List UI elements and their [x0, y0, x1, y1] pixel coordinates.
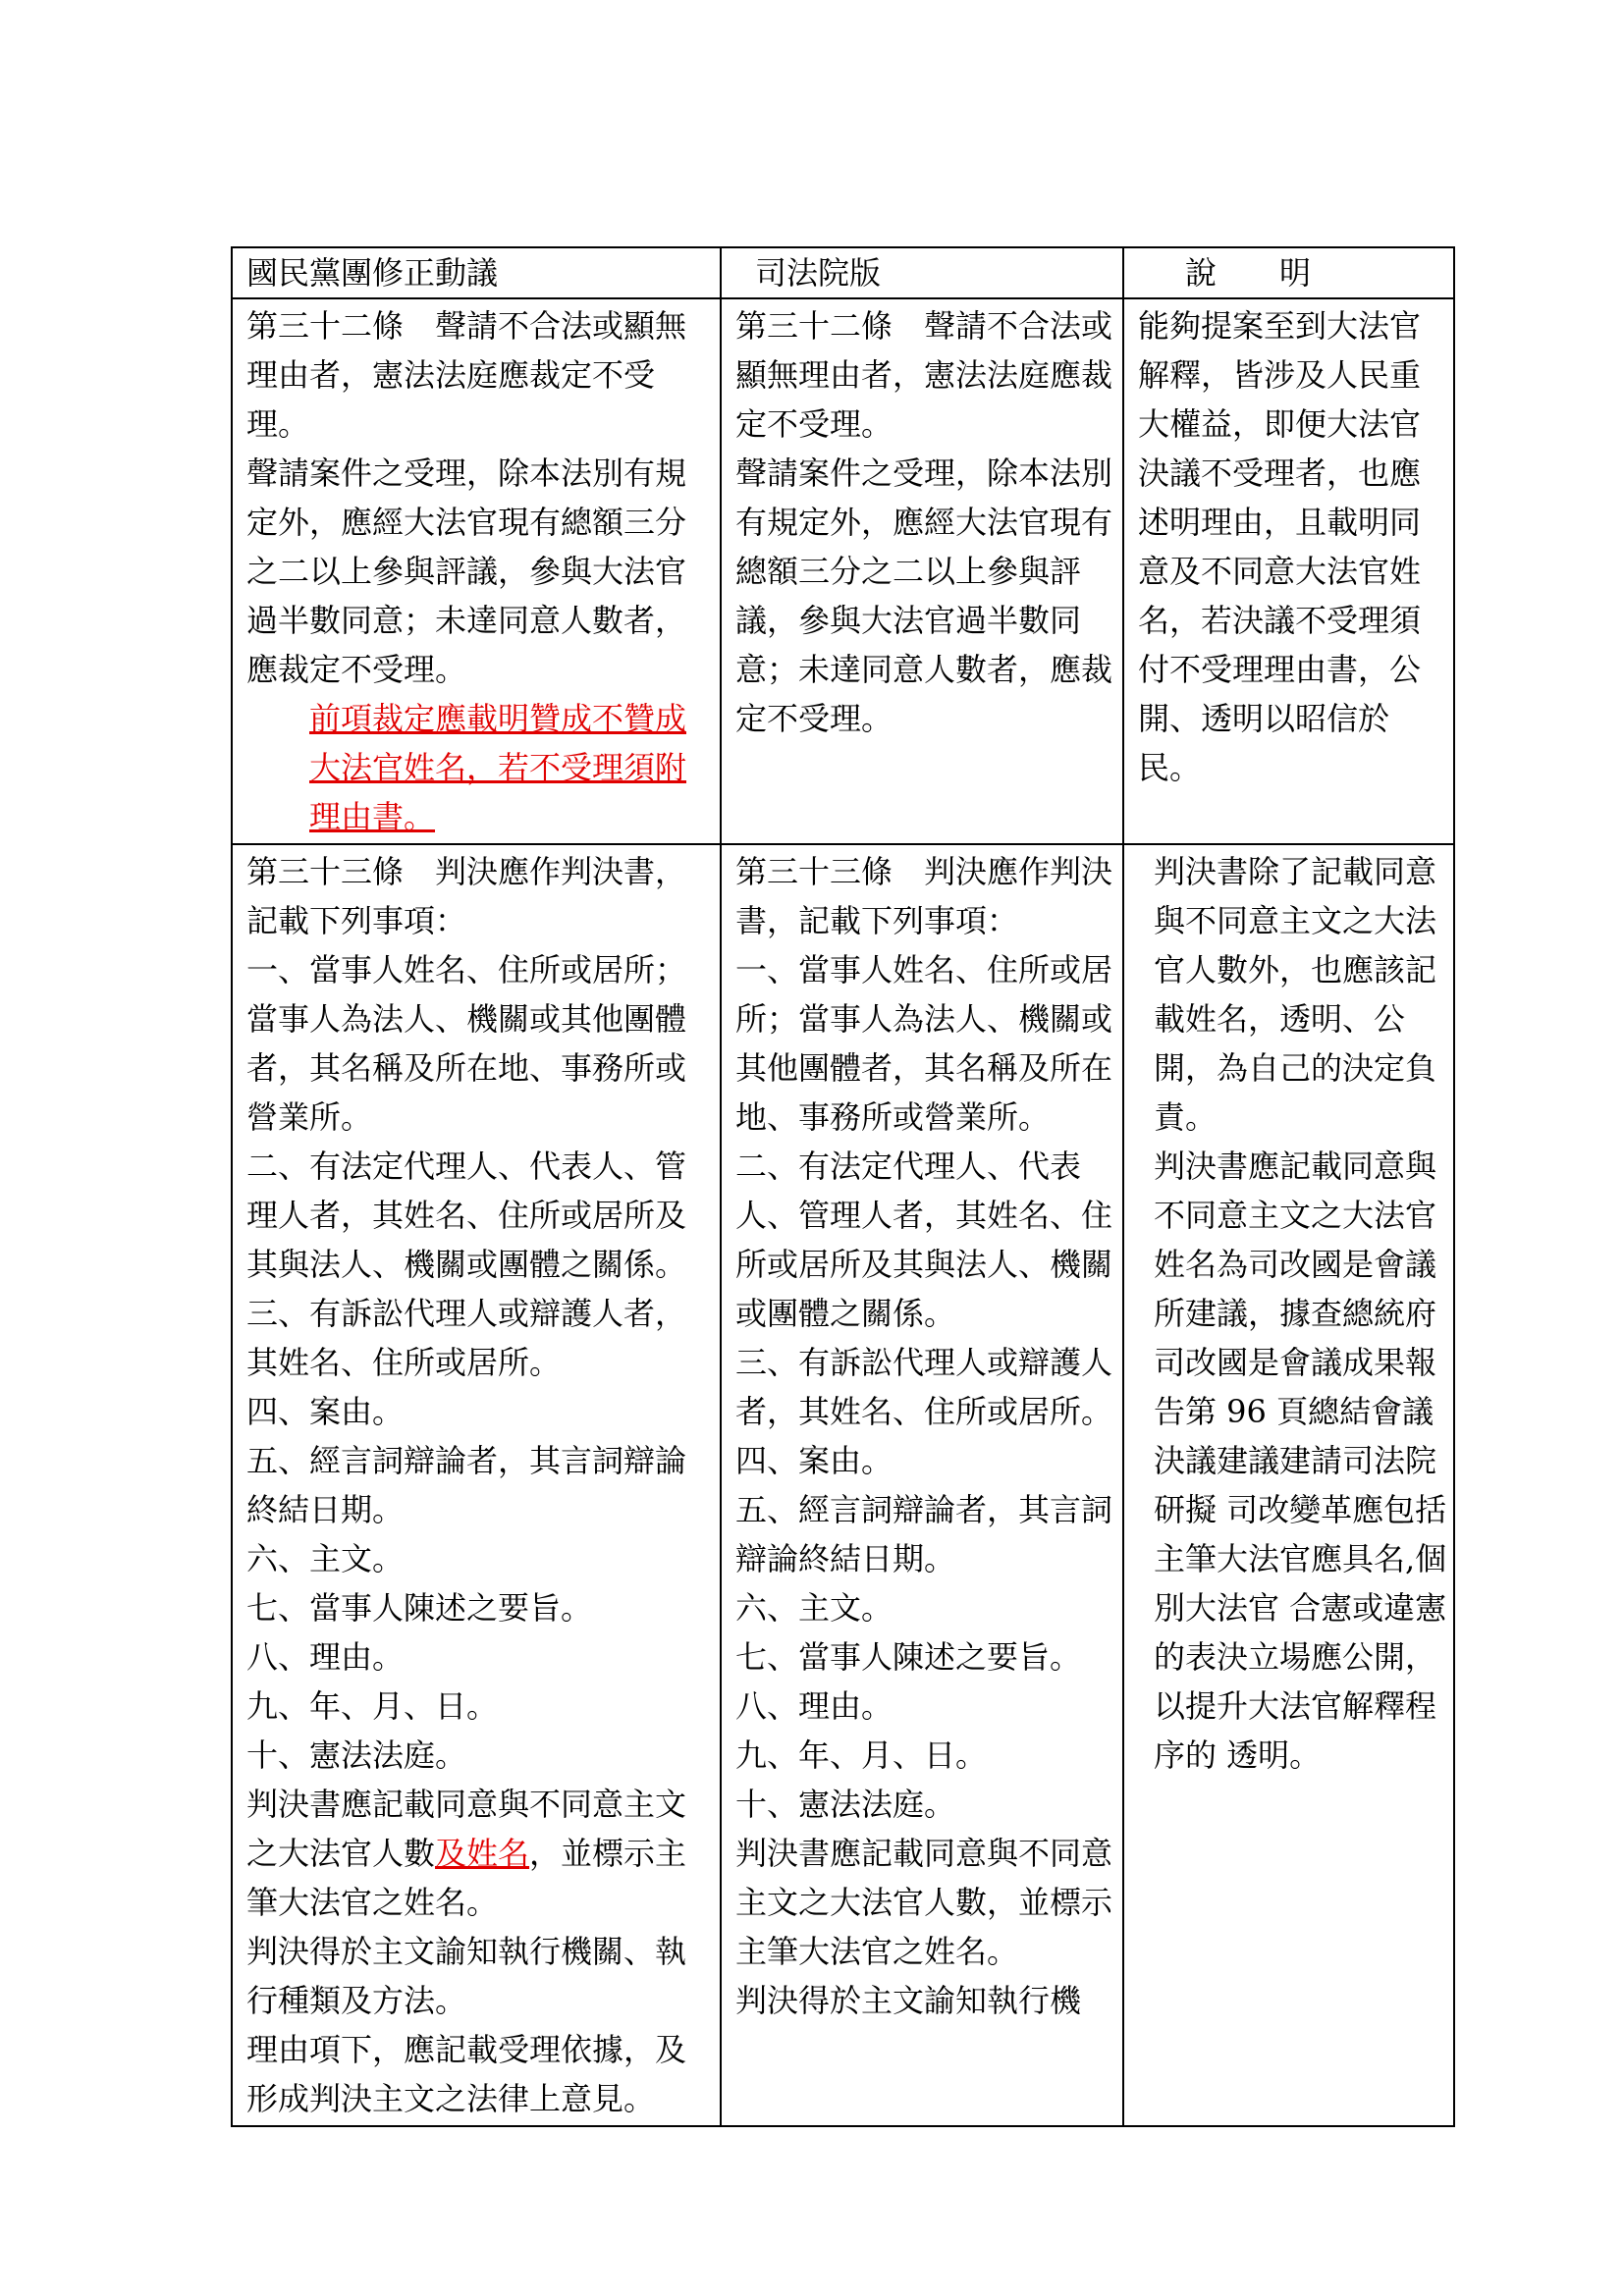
table-row-article-32 [232, 298, 1454, 844]
header-kmt: 國民黨團修正動議 [232, 247, 721, 298]
list-item: 八、理由。 [246, 1638, 405, 1676]
list-item: 七、當事人陳述之要旨。 [246, 1589, 593, 1627]
header-judicial: 司法院版 [721, 247, 1123, 298]
comparison-table [231, 246, 1455, 2127]
list-item: 一、當事人姓名、住所或居所；當事人為法人、機關或其他團體者，其名稱及所在地、事務所或營業所。 [735, 951, 1113, 1136]
article-paragraph [246, 1780, 714, 1927]
list-item: 九、年、月、日。 [735, 1736, 988, 1774]
list-item: 十、憲法法庭。 [735, 1786, 956, 1823]
list-item: 四、案由。 [246, 1393, 405, 1430]
list-item: 八、理由。 [735, 1687, 893, 1725]
cell-judicial-32 [721, 298, 1123, 844]
list-item: 六、主文。 [735, 1589, 893, 1627]
article-paragraph: 判決得於主文諭知執行機關、執行種類及方法。 [246, 1933, 687, 2019]
table-header-row [232, 247, 1454, 298]
list-item: 四、案由。 [735, 1442, 893, 1479]
header-note: 說 明 [1123, 247, 1454, 298]
amendment-text [246, 694, 714, 841]
list-item: 一、當事人姓名、住所或居所；當事人為法人、機關或其他團體者，其名稱及所在地、事務所或營業所。 [246, 951, 687, 1136]
article-paragraph: 理由項下，應記載受理依據，及形成判決主文之法律上意見。 [246, 2031, 687, 2117]
note-paragraph: 判決書應記載同意與不同意主文之大法官姓名為司改國是會議所建議，據查總統府司改國是會議成果報告第 96 頁總結會議決議建議建請司法院研擬 司改變革應包括主筆大法官應具名,個別大法官 合憲或違憲的表決立場應公開，以提升大法官解釋程序的 透明。 [1154, 1148, 1447, 1774]
cell-note-33 [1123, 844, 1454, 2126]
cell-kmt-33 [232, 844, 721, 2126]
article-title: 第三十二條 聲請不合法或顯無理由者，憲法法庭應裁定不受理。 [735, 307, 1113, 443]
list-item: 九、年、月、日。 [246, 1687, 499, 1725]
table-row-article-33 [232, 844, 1454, 2126]
amendment-span: 前項裁定應載明贊成不贊成大法官姓名，若不受理須附理由書。 [309, 700, 687, 835]
cell-note-32 [1123, 298, 1454, 844]
text-span: ，並標示主筆大法官之姓名。 [246, 1835, 687, 1921]
list-item: 二、有法定代理人、代表人、管理人者，其姓名、住所或居所及其與法人、機關或團體之關係。 [735, 1148, 1113, 1332]
list-item: 五、經言詞辯論者，其言詞辯論終結日期。 [246, 1442, 687, 1528]
list-item: 二、有法定代理人、代表人、管理人者，其姓名、住所或居所及其與法人、機關或團體之關係。 [246, 1148, 687, 1283]
article-paragraph: 聲請案件之受理，除本法別有規定外，應經大法官現有總額三分之二以上參與評議，參與大法官過半數同意；未達同意人數者，應裁定不受理。 [246, 454, 687, 688]
list-item: 七、當事人陳述之要旨。 [735, 1638, 1082, 1676]
note-paragraph: 能夠提案至到大法官解釋，皆涉及人民重大權益，即便大法官決議不受理者，也應述明理由，且載明同意及不同意大法官姓名，若決議不受理須付不受理理由書，公開、透明以昭信於民。 [1138, 307, 1422, 786]
cell-judicial-33 [721, 844, 1123, 2126]
comparison-table-page [231, 246, 1453, 2127]
article-title: 第三十二條 聲請不合法或顯無理由者，憲法法庭應裁定不受理。 [246, 307, 687, 443]
list-item: 五、經言詞辯論者，其言詞辯論終結日期。 [735, 1491, 1113, 1577]
article-title: 第三十三條 判決應作判決書，記載下列事項： [735, 853, 1113, 939]
cell-kmt-32 [232, 298, 721, 844]
text-span: 判決書應記載同意與不同意主文之大法官人數 [246, 1786, 687, 1872]
note-paragraph: 判決書除了記載同意與不同意主文之大法官人數外，也應該記載姓名，透明、公開，為自己的決定負責。 [1154, 853, 1437, 1136]
article-paragraph: 判決得於主文諭知執行機 [735, 1982, 1082, 2019]
list-item: 三、有訴訟代理人或辯護人者，其姓名、住所或居所。 [246, 1295, 687, 1381]
list-item: 六、主文。 [246, 1540, 405, 1577]
article-title: 第三十三條 判決應作判決書，記載下列事項： [246, 853, 687, 939]
amendment-span: 及姓名 [435, 1835, 530, 1872]
list-item: 十、憲法法庭。 [246, 1736, 467, 1774]
article-paragraph: 聲請案件之受理，除本法別有規定外，應經大法官現有總額三分之二以上參與評議，參與大法官過半數同意；未達同意人數者，應裁定不受理。 [735, 454, 1113, 737]
article-paragraph: 判決書應記載同意與不同意主文之大法官人數，並標示主筆大法官之姓名。 [735, 1835, 1113, 1970]
list-item: 三、有訴訟代理人或辯護人者，其姓名、住所或居所。 [735, 1344, 1113, 1430]
